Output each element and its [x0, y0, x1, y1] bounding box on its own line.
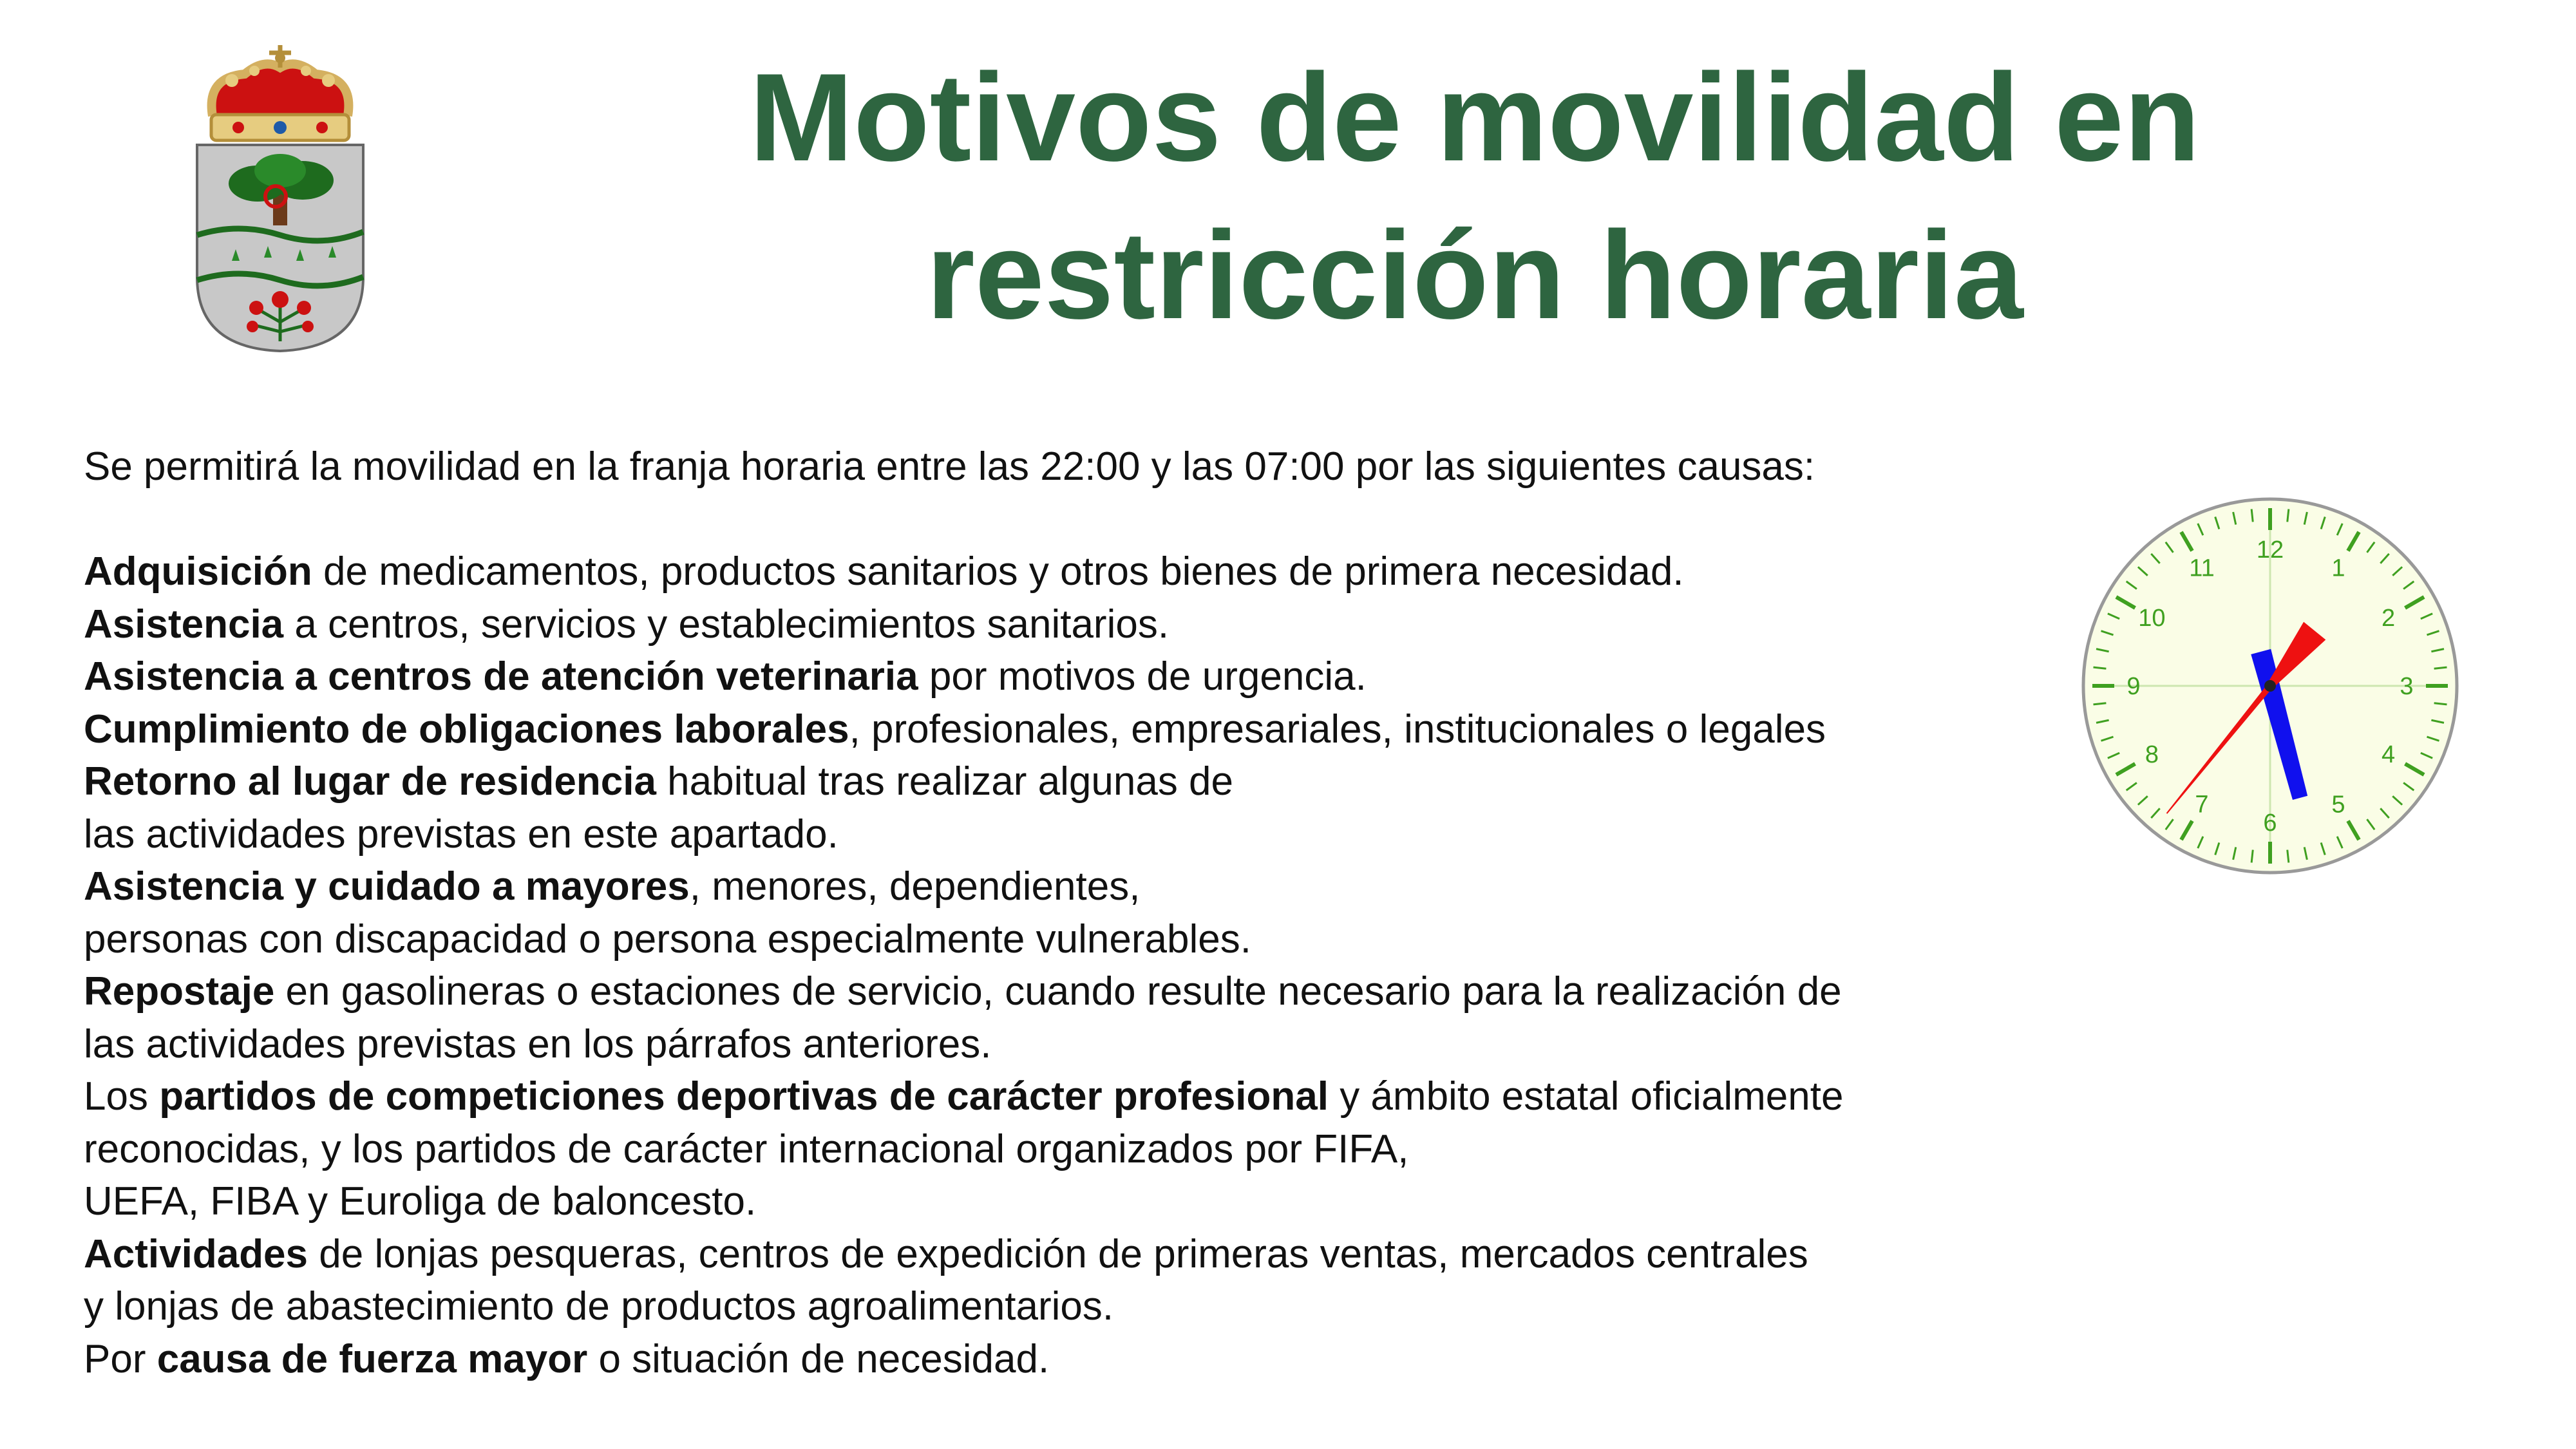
motive-keyword: Asistencia — [84, 601, 284, 647]
clock-number: 4 — [2382, 741, 2396, 768]
clock-tick — [2434, 703, 2447, 705]
motive-text: en gasolineras o estaciones de servicio, cuando resulte necesario para la realización de — [274, 969, 1842, 1014]
clock-tick — [2251, 850, 2253, 863]
motive-keyword: Repostaje — [84, 969, 275, 1014]
motive-text: reconocidas, y los partidos de carácter internacional organizados por FIFA, — [84, 1126, 1409, 1171]
clock-number: 10 — [2138, 605, 2166, 632]
motive-keyword: Asistencia y cuidado a mayores — [84, 864, 690, 909]
motive-line — [84, 1123, 2067, 1176]
motive-line — [84, 913, 2067, 966]
motive-line — [84, 598, 2067, 651]
motive-line — [84, 755, 2067, 808]
body-text — [84, 440, 2067, 1385]
motive-line — [84, 545, 2067, 598]
motive-line — [84, 965, 2067, 1018]
clock-number: 8 — [2145, 741, 2159, 768]
motive-text: y lonjas de abastecimiento de productos agroalimentarios. — [84, 1284, 1114, 1329]
motive-text: de lonjas pesqueras, centros de expedición de primeras ventas, mercados centrales — [308, 1231, 1808, 1276]
clock-tick — [2287, 850, 2289, 863]
motive-text: UEFA, FIBA y Euroliga de baloncesto. — [84, 1179, 757, 1224]
motive-list — [84, 545, 2067, 1385]
motive-keyword: causa de fuerza mayor — [156, 1336, 588, 1381]
clock-hub — [2264, 680, 2276, 692]
motive-keyword: Retorno al lugar de residencia — [84, 759, 656, 804]
clock-icon — [2080, 496, 2460, 876]
motive-keyword: Adquisición — [84, 549, 312, 594]
coat-of-arms-icon — [193, 39, 367, 354]
motive-line — [84, 860, 2067, 913]
motive-line — [84, 1018, 2067, 1071]
motive-keyword: Cumplimiento de obligaciones laborales — [84, 706, 849, 752]
motive-text: , menores, dependientes, — [689, 864, 1141, 909]
motive-text: habitual tras realizar algunas de — [656, 759, 1234, 804]
motive-text: a centros, servicios y establecimientos sanitarios. — [283, 601, 1170, 647]
motive-text: y ámbito estatal oficialmente — [1328, 1074, 1844, 1119]
clock-tick — [2094, 703, 2107, 705]
crown-icon — [211, 45, 349, 140]
clock-number: 7 — [2195, 791, 2209, 819]
motive-line — [84, 1280, 2067, 1333]
clock-number: 9 — [2126, 673, 2141, 700]
clock-tick — [2094, 667, 2107, 668]
spacer — [84, 493, 2067, 546]
clock-number: 12 — [2256, 536, 2284, 564]
motive-line — [84, 703, 2067, 756]
clock-number: 5 — [2331, 791, 2345, 819]
motive-text: de medicamentos, productos sanitarios y otros bienes de primera necesidad. — [312, 549, 1684, 594]
motive-text: por motivos de urgencia. — [918, 654, 1367, 699]
motive-line — [84, 1175, 2067, 1228]
motive-line — [84, 1228, 2067, 1281]
clock-number: 3 — [2400, 673, 2414, 700]
motive-text: o situación de necesidad. — [587, 1336, 1050, 1381]
motive-text: Los — [84, 1074, 160, 1119]
motive-text: las actividades previstas en los párrafos anteriores. — [84, 1021, 992, 1066]
clock-number: 1 — [2331, 554, 2345, 582]
motive-line — [84, 650, 2067, 703]
clock-tick — [2434, 667, 2447, 668]
motive-text: personas con discapacidad o persona especialmente vulnerables. — [84, 916, 1251, 961]
clock-number: 2 — [2382, 605, 2396, 632]
intro-text: Se permitirá la movilidad en la franja horaria entre las 22:00 y las 07:00 por las siguientes causas: — [84, 444, 1815, 489]
clock-number: 6 — [2263, 810, 2277, 837]
title-line-1: Motivos de movilidad en — [749, 48, 2201, 187]
motive-line — [84, 808, 2067, 861]
motive-text: , profesionales, empresariales, institucionales o legales — [849, 706, 1826, 752]
page-title — [605, 39, 2344, 354]
motive-keyword: Actividades — [84, 1231, 308, 1276]
motive-line — [84, 1070, 2067, 1123]
title-line-2: restricción horaria — [926, 205, 2023, 345]
clock-tick — [2251, 509, 2253, 522]
clock-number: 11 — [2189, 554, 2215, 582]
motive-text: las actividades previstas en este apartado. — [84, 811, 838, 857]
clock-tick — [2287, 509, 2289, 522]
motive-keyword: Asistencia a centros de atención veterinaria — [84, 654, 918, 699]
motive-text: Por — [84, 1336, 157, 1381]
motive-line — [84, 1333, 2067, 1386]
motive-keyword: partidos de competiciones deportivas de carácter profesional — [159, 1074, 1329, 1119]
